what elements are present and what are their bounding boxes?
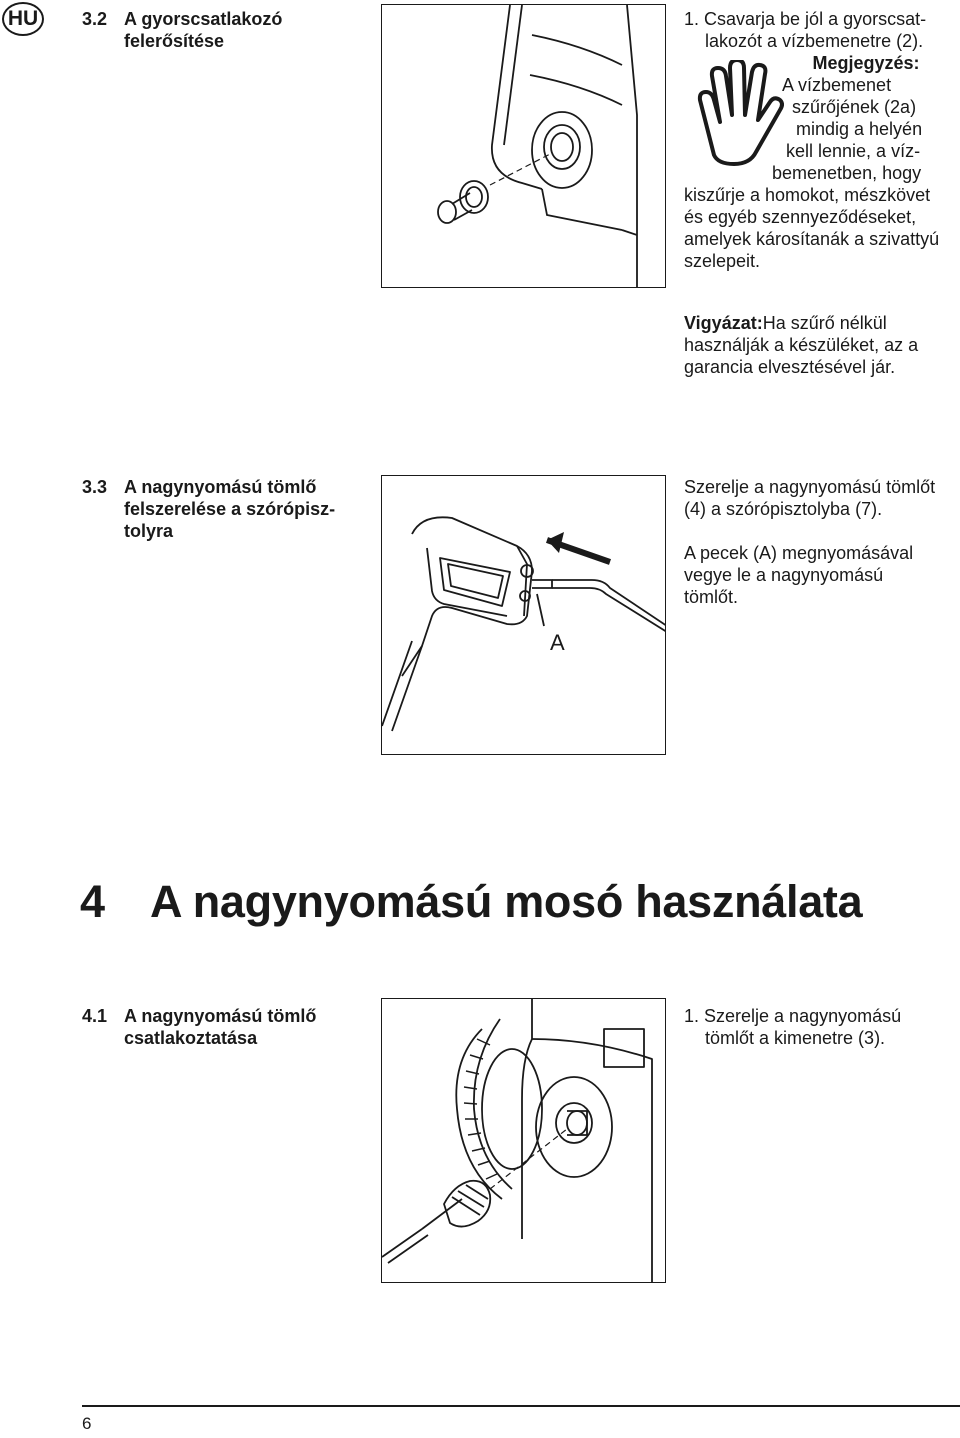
- caution-line: garancia elvesztésével jár.: [684, 357, 896, 377]
- chapter-title: A nagynyomású mosó használata: [150, 876, 863, 927]
- paragraph-line: Szerelje a nagynyomású tömlőt: [684, 477, 936, 497]
- spray-gun-illustration: [382, 476, 666, 755]
- title-line: A nagynyomású tömlő: [124, 1006, 317, 1026]
- note-line: amelyek károsítanák a szivattyú: [684, 229, 940, 249]
- note-block: [772, 52, 960, 184]
- title-line: tolyra: [124, 521, 174, 541]
- section-number-3-3: 3.3: [82, 477, 108, 497]
- step-4-1: [684, 1005, 901, 1049]
- caution-line: használják a készüléket, az a: [684, 335, 919, 355]
- step-line: 1. Szerelje a nagynyomású: [684, 1006, 902, 1026]
- section-title-4-1: [124, 1005, 316, 1049]
- paragraph-3-3-2: [684, 542, 913, 608]
- quick-coupling-illustration: [382, 5, 666, 288]
- section-number-3-2: 3.2: [82, 9, 108, 29]
- footer-rule: [82, 1405, 960, 1407]
- section-title-3-3: [124, 476, 335, 542]
- caution-block: [684, 312, 918, 378]
- paragraph-line: vegye le a nagynyomású: [684, 565, 884, 585]
- figure-spray-gun: [381, 475, 666, 755]
- note-line: és egyéb szennyeződéseket,: [684, 207, 917, 227]
- step-line: 1. Csavarja be jól a gyorscsat-: [684, 9, 927, 29]
- paragraph-line: A pecek (A) megnyomásával: [684, 543, 914, 563]
- figure-hose-outlet: [381, 998, 666, 1283]
- paragraph-3-3-1: [684, 476, 935, 520]
- step-line: tömlőt a kimenetre (3).: [705, 1028, 886, 1048]
- note-line: kiszűrje a homokot, mészkövet: [684, 185, 931, 205]
- language-badge: HU: [2, 2, 44, 36]
- title-line: A gyorscsatlakozó: [124, 9, 283, 29]
- title-line: csatlakoztatása: [124, 1028, 258, 1048]
- caution-label: Vigyázat:: [684, 313, 763, 333]
- note-line: bemenetben, hogy: [772, 163, 922, 183]
- caution-line: Ha szűrő nélkül: [762, 313, 887, 333]
- note-line: mindig a helyén: [796, 119, 923, 139]
- note-line: A vízbemenet: [782, 75, 892, 95]
- note-line: kell lennie, a víz-: [786, 141, 921, 161]
- title-line: felerősítése: [124, 31, 225, 51]
- note-continuation: [684, 184, 939, 272]
- step-3-2: [684, 8, 926, 52]
- note-line: szelepeit.: [684, 251, 761, 271]
- paragraph-line: tömlőt.: [684, 587, 739, 607]
- section-number-4-1: 4.1: [82, 1006, 108, 1026]
- paragraph-line: (4) a szórópisztolyba (7).: [684, 499, 883, 519]
- hand-warning-icon: [694, 60, 784, 170]
- section-title-3-2: [124, 8, 282, 52]
- title-line: A nagynyomású tömlő: [124, 477, 317, 497]
- note-line: szűrőjének (2a): [792, 97, 917, 117]
- step-line: lakozót a vízbemenetre (2).: [705, 31, 924, 51]
- chapter-number: 4: [80, 876, 105, 927]
- figure-quick-coupling: [381, 4, 666, 288]
- hose-outlet-illustration: [382, 999, 666, 1283]
- title-line: felszerelése a szórópisz-: [124, 499, 336, 519]
- figure-label-a: A: [550, 630, 565, 655]
- note-label: Megjegyzés:: [812, 53, 920, 73]
- page-number: 6: [82, 1414, 92, 1433]
